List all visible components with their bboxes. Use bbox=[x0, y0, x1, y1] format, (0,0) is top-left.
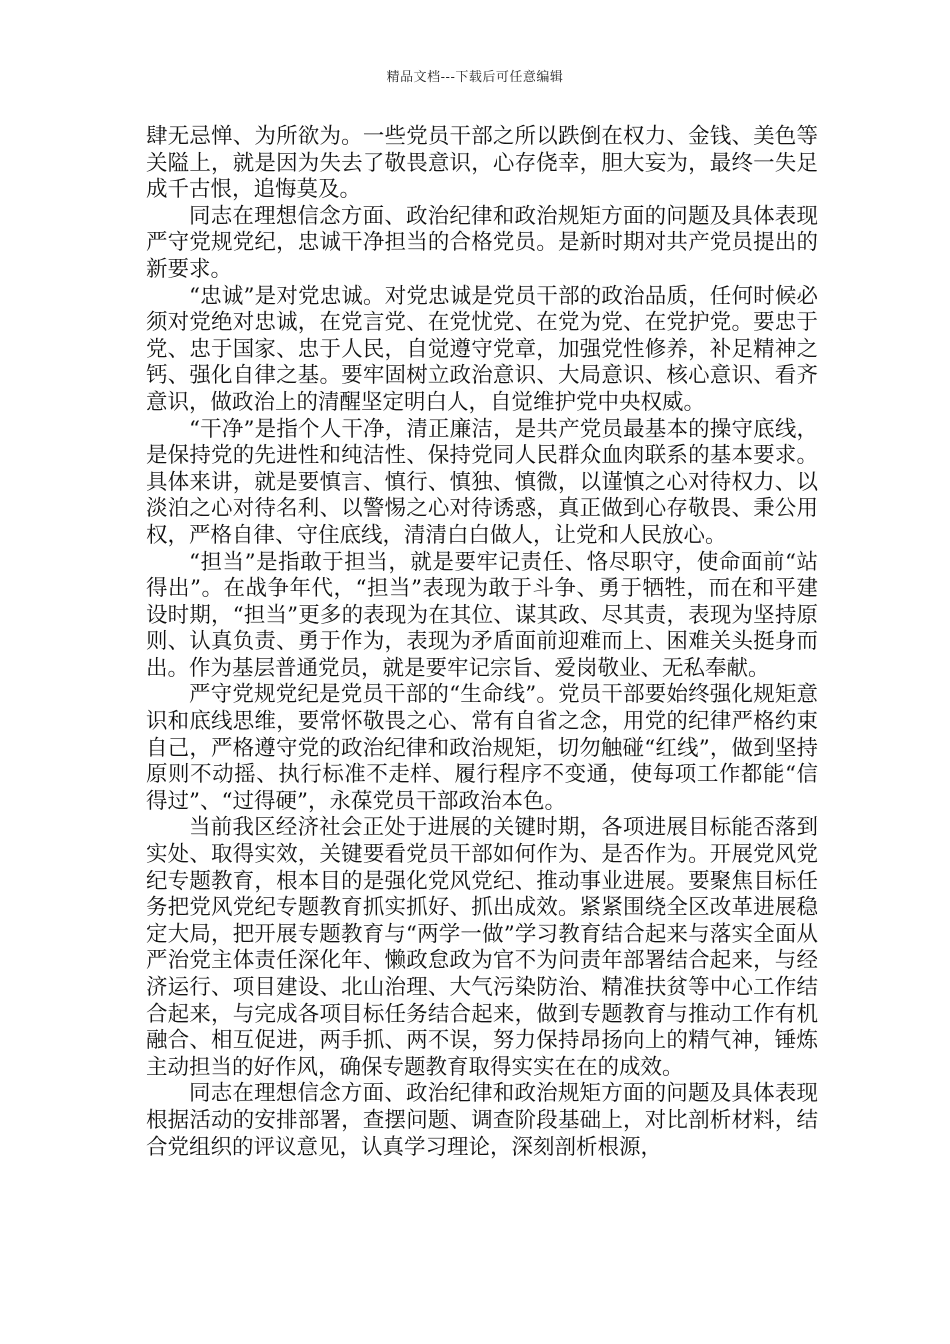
paragraph: 同志在理想信念方面、政治纪律和政治规矩方面的问题及具体表现 根据活动的安排部署，查摆问题、调查阶段基础上，对比剖析材料，结合党组织的评议意见，认真学习理论，深刻剖析根源， bbox=[146, 1081, 862, 1160]
paragraph: 严守党规党纪是党员干部的“生命线”。党员干部要始终强化规矩意识和底线思维，要常怀敬畏之心、常有自省之念，用党的纪律严格约束自己，严格遵守党的政治纪律和政治规矩，切勿触碰“红线”，做到坚持原则不动摇、执行标准不走样、履行程序不变通，使每项工作都能“信得过”、“过得硬”，永葆党员干部政治本色。 bbox=[146, 682, 818, 814]
paragraph: 肆无忌惮、为所欲为。一些党员干部之所以跌倒在权力、金钱、美色等关隘上，就是因为失去了敬畏意识，心存侥幸，胆大妄为，最终一失足成千古恨，追悔莫及。 bbox=[146, 124, 818, 203]
paragraph: “担当”是指敢于担当，就是要牢记责任、恪尽职守，使命面前“站得出”。在战争年代，“担当”表现为敢于斗争、勇于牺牲，而在和平建设时期，“担当”更多的表现为在其位、谋其政、尽其责，表现为坚持原则、认真负责、勇于作为，表现为矛盾面前迎难而上、困难关头挺身而出。作为基层普通党员，就是要牢记宗旨、爱岗敬业、无私奉献。 bbox=[146, 549, 818, 681]
paragraph: 当前我区经济社会正处于进展的关键时期，各项进展目标能否落到实处、取得实效，关键要看党员干部如何作为、是否作为。开展党风党纪专题教育，根本目的是强化党风党纪、推动事业进展。要聚焦目标任务把党风党纪专题教育抓实抓好、抓出成效。紧紧围绕全区改革进展稳定大局，把开展专题教育与“两学一做”学习教育结合起来与落实全面从严治党主体责任深化年、懒政怠政为官不为问责年部署结合起来，与经济运行、项目建设、北山治理、大气污染防治、精准扶贫等中心工作结合起来，与完成各项目标任务结合起来，做到专题教育与推动工作有机融合、相互促进，两手抓、两不误，努力保持昂扬向上的精气神，锤炼主动担当的好作风，确保专题教育取得实实在在的成效。 bbox=[146, 815, 818, 1080]
paragraph: “干净”是指个人干净，清正廉洁，是共产党员最基本的操守底线，是保持党的先进性和纯洁性、保持党同人民群众血肉联系的基本要求。具体来讲，就是要慎言、慎行、慎独、慎微，以谨慎之心对待权力、以淡泊之心对待名利、以警惕之心对待诱惑，真正做到心存敬畏、秉公用权，严格自律、守住底线，清清白白做人，让党和人民放心。 bbox=[146, 416, 818, 548]
paragraph: “忠诚”是对党忠诚。对党忠诚是党员干部的政治品质，任何时候必须对党绝对忠诚，在党言党、在党忧党、在党为党、在党护党。要忠于党、忠于国家、忠于人民，自觉遵守党章，加强党性修养，补足精神之钙、强化自律之基。要牢固树立政治意识、大局意识、核心意识、看齐意识，做政治上的清醒坚定明白人，自觉维护党中央权威。 bbox=[146, 283, 818, 415]
page-header: 精品文档---下载后可任意编辑 bbox=[386, 70, 564, 85]
paragraph: 同志在理想信念方面、政治纪律和政治规矩方面的问题及具体表现 严守党规党纪，忠诚干净担当的合格党员。是新时期对共产党员提出的新要求。 bbox=[146, 203, 862, 282]
document-body bbox=[146, 124, 862, 1161]
